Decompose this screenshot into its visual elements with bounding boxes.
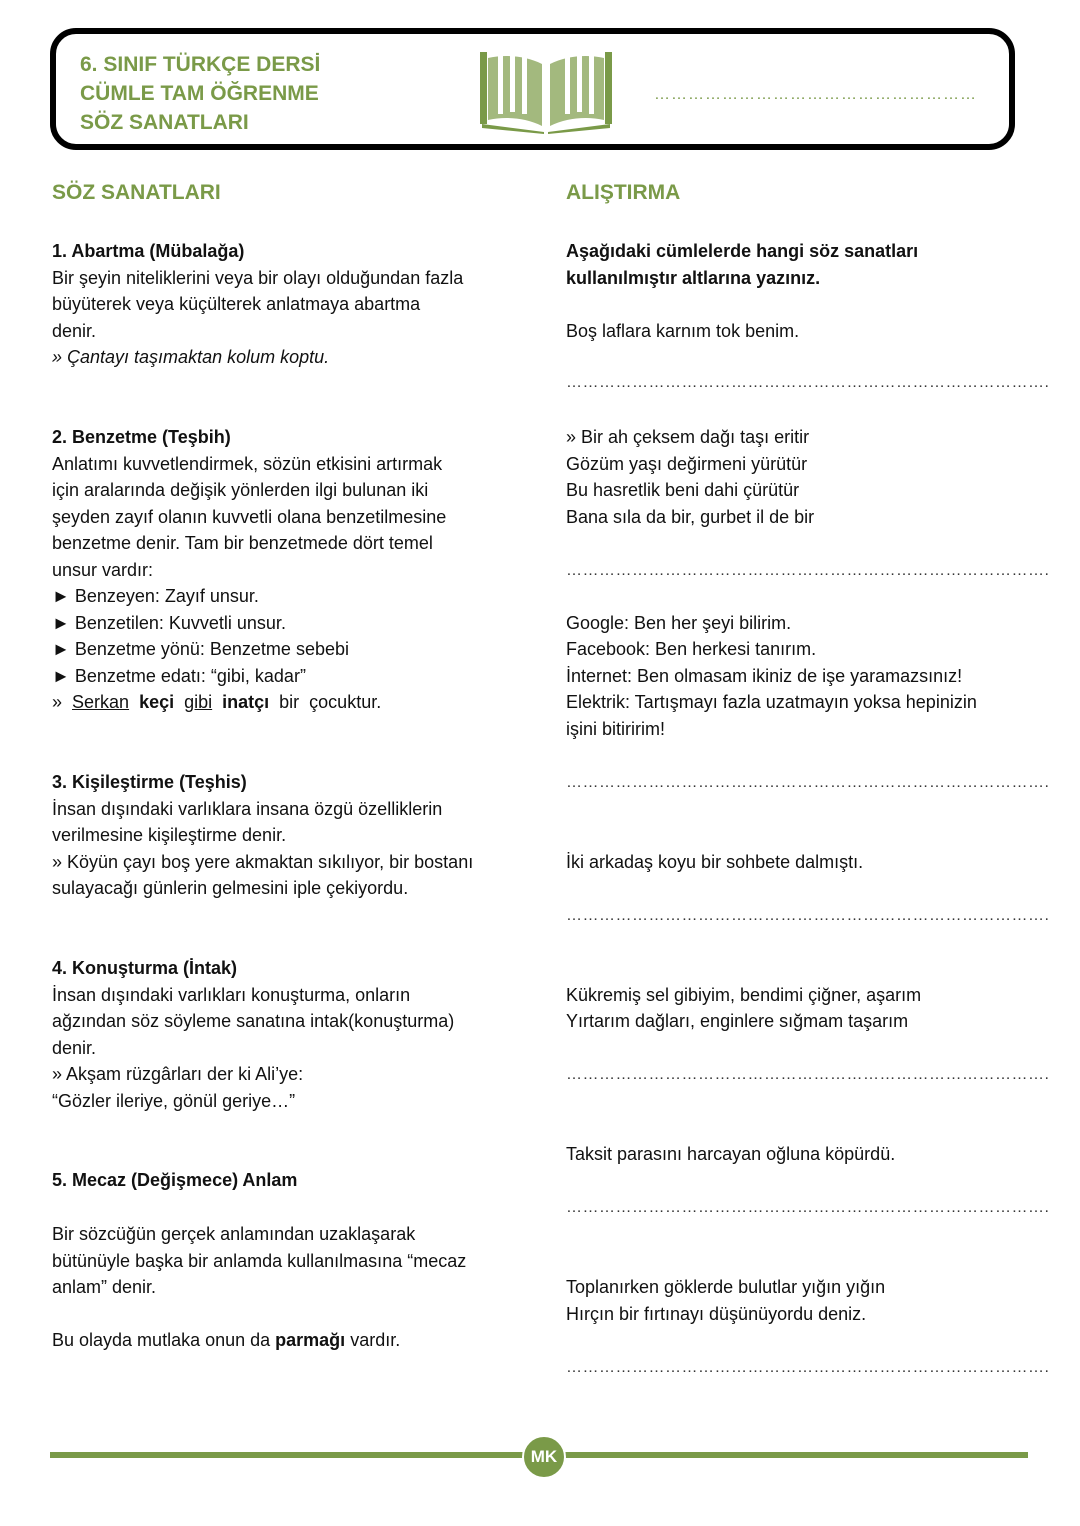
benzetme-body-line: Anlatımı kuvvetlendirmek, sözün etkisini artırmak <box>52 453 443 474</box>
benzetme-body-line: şeyden zayıf olanın kuvvetli olana benzetilmesine <box>52 506 447 527</box>
example-benzeyen: Serkan <box>72 692 130 712</box>
question-3-line: işini bitiririm! <box>566 718 665 739</box>
example-word: çocuktur. <box>309 692 382 712</box>
question-6-text: Taksit parasını harcayan oğluna köpürdü. <box>566 1144 896 1164</box>
benzetme-body-line: için aralarında değişik yönlerden ilgi bulunan iki <box>52 480 429 500</box>
exercise-instruction: Aşağıdaki cümlelerde hangi söz sanatları <box>566 241 919 261</box>
header-line-topic: SÖZ SANATLARI <box>80 111 249 134</box>
question-1-text: Boş laflara karnım tok benim. <box>566 320 800 341</box>
benzetme-item: ► Benzeyen: Zayıf unsur. <box>52 586 259 606</box>
benzetme-item: ► Benzetilen: Kuvvetli unsur. <box>52 612 286 633</box>
question-2-line: Gözüm yaşı değirmeni yürütür <box>566 453 808 474</box>
question-2-line: » Bir ah çeksem dağı taşı eritir <box>566 427 810 447</box>
abartma-heading: 1. Abartma (Mübalağa) <box>52 241 245 261</box>
question-7-line: Toplanırken göklerde bulutlar yığın yığın <box>566 1277 886 1297</box>
kisilestirme-body-line: İnsan dışındaki varlıklara insana özgü özelliklerin <box>52 798 443 819</box>
answer-line-6[interactable]: ……………………………………………………………………………. <box>566 1199 1050 1216</box>
example-benzetme-yonu-b: inatçı <box>222 692 270 712</box>
exercise-section-title: ALIŞTIRMA <box>566 181 681 204</box>
name-blank-line[interactable]: ………………………………………………… <box>654 86 977 103</box>
theory-column <box>52 178 522 208</box>
konusturma-heading: 4. Konuşturma (İntak) <box>52 958 238 978</box>
open-book-logo-icon <box>480 42 612 134</box>
question-5-line: Yırtarım dağları, enginlere sığmam taşarım <box>566 1011 909 1031</box>
question-5-line: Kükremiş sel gibiyim, bendimi çiğner, aşarım <box>566 984 922 1005</box>
header-line-grade: 6. SINIF TÜRKÇE DERSİ <box>80 53 321 76</box>
benzetme-body-line: unsur vardır: <box>52 559 154 580</box>
mecaz-body-line: Bir sözcüğün gerçek anlamından uzaklaşarak <box>52 1224 416 1244</box>
exercise-instruction: kullanılmıştır altlarına yazınız. <box>566 267 821 288</box>
question-4-text: İki arkadaş koyu bir sohbete dalmıştı. <box>566 851 864 872</box>
benzetme-body-line: benzetme denir. Tam bir benzetmede dört temel <box>52 533 433 553</box>
mecaz-body-line: bütünüyle başka bir anlamda kullanılmasına “mecaz <box>52 1250 467 1271</box>
exercise-column <box>566 178 1026 208</box>
kisilestirme-heading: 3. Kişileştirme (Teşhis) <box>52 772 247 792</box>
question-3-line: İnternet: Ben olmasam ikiniz de işe yaramazsınız! <box>566 665 963 686</box>
header-line-subtitle: CÜMLE TAM ÖĞRENME <box>80 82 319 105</box>
answer-line-3[interactable]: ……………………………………………………………………………. <box>566 774 1050 791</box>
answer-line-4[interactable]: ……………………………………………………………………………. <box>566 907 1050 924</box>
example-bullet: » <box>52 692 63 712</box>
benzetme-item: ► Benzetme edatı: “gibi, kadar” <box>52 665 306 686</box>
abartma-example: » Çantayı taşımaktan kolum koptu. <box>52 347 330 367</box>
question-7-line: Hırçın bir fırtınayı düşünüyordu deniz. <box>566 1303 867 1324</box>
mecaz-example-after: vardır. <box>345 1330 401 1350</box>
question-2-line: Bana sıla da bir, gurbet il de bir <box>566 506 815 527</box>
answer-line-5[interactable]: ……………………………………………………………………………. <box>566 1066 1050 1083</box>
question-3-line: Google: Ben her şeyi bilirim. <box>566 612 792 633</box>
abartma-body-line: Bir şeyin niteliklerini veya bir olayı olduğundan fazla <box>52 267 464 288</box>
mecaz-example-highlight: parmağı <box>275 1330 346 1350</box>
konusturma-body-line: denir. <box>52 1037 97 1058</box>
mecaz-heading: 5. Mecaz (Değişmece) Anlam <box>52 1170 298 1190</box>
header-title-block <box>80 50 320 137</box>
kisilestirme-example-line: » Köyün çayı boş yere akmaktan sıkılıyor, bir bostanı <box>52 851 474 872</box>
example-word: bir <box>279 692 300 712</box>
header-box <box>50 28 1015 150</box>
question-3-line: Elektrik: Tartışmayı fazla uzatmayın yoksa hepinizin <box>566 692 977 712</box>
example-benzetme-yonu-a: keçi <box>139 692 175 712</box>
question-3-line: Facebook: Ben herkesi tanırım. <box>566 639 817 659</box>
mecaz-example <box>52 1327 400 1354</box>
mecaz-example-before: Bu olayda mutlaka onun da <box>52 1330 276 1350</box>
answer-line-2[interactable]: ……………………………………………………………………………. <box>566 562 1050 579</box>
konusturma-body-line: ağzından söz söyleme sanatına intak(konuşturma) <box>52 1011 455 1031</box>
benzetme-example <box>52 689 391 716</box>
footer-mk-badge: MK <box>522 1435 566 1479</box>
kisilestirme-example-line: sulayacağı günlerin gelmesini iple çekiyordu. <box>52 878 409 898</box>
example-benzetme-edati: gibi <box>184 692 213 712</box>
konusturma-body-line: İnsan dışındaki varlıkları konuşturma, onların <box>52 984 411 1005</box>
mecaz-body-line: anlam” denir. <box>52 1277 157 1297</box>
konusturma-example-line: “Gözler ileriye, gönül geriye…” <box>52 1090 296 1111</box>
theory-section-title: SÖZ SANATLARI <box>52 181 221 204</box>
kisilestirme-body-line: verilmesine kişileştirme denir. <box>52 825 287 845</box>
konusturma-example-line: » Akşam rüzgârları der ki Ali’ye: <box>52 1064 304 1084</box>
abartma-body-line: denir. <box>52 320 97 341</box>
benzetme-heading: 2. Benzetme (Teşbih) <box>52 427 231 447</box>
answer-line-7[interactable]: ……………………………………………………………………………. <box>566 1359 1050 1376</box>
abartma-body-line: büyüterek veya küçülterek anlatmaya abartma <box>52 294 421 314</box>
benzetme-item: ► Benzetme yönü: Benzetme sebebi <box>52 639 349 659</box>
question-2-line: Bu hasretlik beni dahi çürütür <box>566 480 800 500</box>
answer-line-1[interactable]: ……………………………………………………………………………. <box>566 374 1050 391</box>
